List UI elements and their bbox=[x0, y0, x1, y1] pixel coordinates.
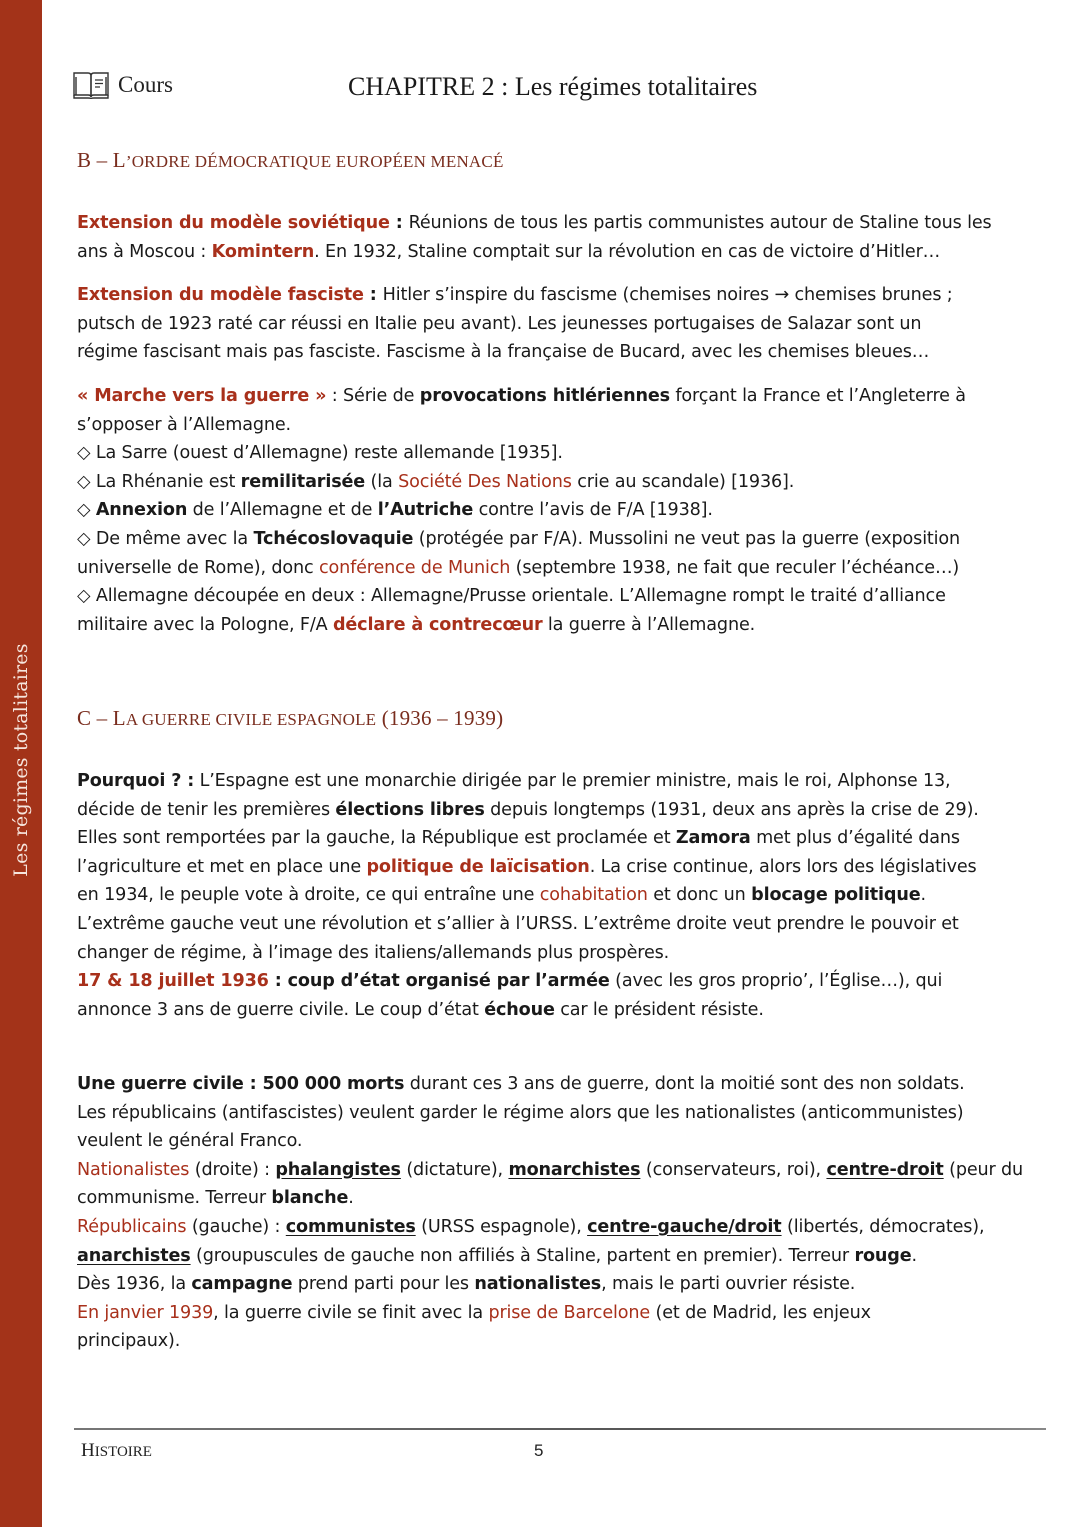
paragraph-sovietique bbox=[77, 209, 1042, 266]
text-line bbox=[77, 1299, 1042, 1328]
emphasized-text: Annexion bbox=[95, 500, 188, 521]
text-run: depuis longtemps (1931, deux ans après la crise de 29). bbox=[484, 799, 979, 820]
emphasized-text: communistes bbox=[285, 1216, 416, 1237]
text-run: . La crise continue, alors lors des législatives bbox=[589, 856, 977, 877]
emphasized-text: remilitarisée bbox=[240, 471, 366, 492]
emphasized-text: phalangistes bbox=[275, 1159, 401, 1180]
text-run: universelle de Rome), donc bbox=[77, 557, 319, 578]
text-line bbox=[77, 1127, 1042, 1156]
text-run: crie au scandale) [1936]. bbox=[571, 471, 795, 492]
emphasized-text: : bbox=[363, 285, 383, 305]
text-line bbox=[77, 439, 1042, 468]
emphasized-text: monarchistes bbox=[508, 1159, 641, 1180]
text-run: forçant la France et l’Angleterre à bbox=[669, 386, 966, 406]
footer-divider bbox=[74, 1428, 1046, 1430]
text-run: car le président résiste. bbox=[554, 999, 764, 1020]
text-line bbox=[77, 1070, 1042, 1099]
cours-tag bbox=[72, 70, 173, 100]
text-line bbox=[77, 1270, 1042, 1299]
text-line bbox=[77, 611, 1042, 640]
highlighted-term: prise de Barcelone bbox=[488, 1302, 651, 1323]
emphasized-text: anarchistes bbox=[77, 1245, 191, 1266]
highlighted-term: Extension du modèle fasciste bbox=[77, 285, 364, 305]
emphasized-text: : bbox=[389, 213, 409, 233]
text-line bbox=[77, 910, 1042, 939]
text-line bbox=[77, 281, 1042, 310]
text-line bbox=[77, 996, 1042, 1025]
emphasized-text: blocage politique bbox=[751, 885, 921, 906]
text-run: la guerre à l’Allemagne. bbox=[542, 614, 756, 635]
highlighted-term: Extension du modèle soviétique bbox=[77, 213, 390, 233]
text-run: (protégée par F/A). Mussolini ne veut pas la guerre (exposition bbox=[413, 528, 961, 549]
text-line bbox=[77, 1099, 1042, 1128]
text-run: , mais le parti ouvrier résiste. bbox=[601, 1274, 856, 1295]
text-run: (conservateurs, roi), bbox=[640, 1159, 827, 1180]
text-run: Les républicains (antifascistes) veulent garder le régime alors que les nationalistes (anticommunistes) bbox=[77, 1102, 964, 1123]
text-run: ◇ Allemagne découpée en deux : Allemagne/Prusse orientale. L’Allemagne rompt le traité d’alliance bbox=[77, 586, 946, 607]
paragraph-marche bbox=[77, 382, 1042, 639]
text-run: communisme. Terreur bbox=[77, 1188, 272, 1209]
paragraph-pourquoi bbox=[77, 767, 1042, 1024]
text-run: s’opposer à l’Allemagne. bbox=[77, 414, 291, 435]
text-line bbox=[77, 310, 1042, 339]
text-run: changer de régime, à l’image des italiens/allemands plus prospères. bbox=[77, 942, 670, 963]
text-line bbox=[77, 554, 1042, 583]
text-run: et donc un bbox=[647, 885, 752, 906]
text-line bbox=[77, 881, 1042, 910]
text-run: (et de Madrid, les enjeux bbox=[650, 1302, 871, 1323]
emphasized-text: blanche bbox=[271, 1188, 349, 1209]
text-run: Elles sont remportées par la gauche, la République est proclamée et bbox=[77, 828, 676, 849]
highlighted-term: Nationalistes bbox=[77, 1159, 190, 1180]
text-run: décide de tenir les premières bbox=[77, 799, 336, 820]
text-line bbox=[77, 796, 1042, 825]
footer-subject-initial: H bbox=[81, 1440, 95, 1461]
text-run: de l’Allemagne et de bbox=[187, 500, 378, 521]
emphasized-text: Zamora bbox=[675, 828, 751, 849]
text-run: militaire avec la Pologne, F/A bbox=[77, 614, 333, 635]
text-run: ◇ De même avec la bbox=[77, 528, 254, 549]
text-run: (septembre 1938, ne fait que reculer l’échéance…) bbox=[510, 557, 960, 578]
paragraph-guerre-civile bbox=[77, 1070, 1042, 1356]
highlighted-term: politique de laïcisation bbox=[366, 856, 590, 877]
emphasized-text: l’Autriche bbox=[377, 500, 474, 521]
text-line bbox=[77, 209, 1042, 238]
text-line bbox=[77, 1156, 1042, 1185]
text-run: ans à Moscou : bbox=[77, 241, 212, 262]
section-c-heading-dates: (1936 – 1939) bbox=[376, 706, 504, 730]
text-run: ◇ La Rhénanie est bbox=[77, 471, 241, 492]
text-run: principaux). bbox=[77, 1331, 181, 1352]
highlighted-term: « Marche vers la guerre » bbox=[77, 386, 327, 406]
text-line bbox=[77, 939, 1042, 968]
text-line bbox=[77, 338, 1042, 367]
text-run: contre l’avis de F/A [1938]. bbox=[473, 500, 713, 521]
text-run: : Série de bbox=[326, 386, 420, 406]
highlighted-term: 17 & 18 juillet 1936 bbox=[77, 971, 269, 992]
text-run: (libertés, démocrates), bbox=[781, 1216, 985, 1237]
highlighted-term: Komintern bbox=[211, 241, 315, 262]
emphasized-text: rouge bbox=[854, 1245, 912, 1266]
text-line bbox=[77, 468, 1042, 497]
text-run: (la bbox=[365, 471, 399, 492]
text-run: (URSS espagnole), bbox=[415, 1216, 588, 1237]
emphasized-text: échoue bbox=[484, 999, 555, 1020]
footer-subject bbox=[81, 1440, 152, 1462]
emphasized-text: provocations hitlériennes bbox=[419, 386, 670, 406]
text-line bbox=[77, 767, 1042, 796]
highlighted-term: conférence de Munich bbox=[318, 557, 511, 578]
text-run: prend parti pour les bbox=[292, 1274, 475, 1295]
text-run: veulent le général Franco. bbox=[77, 1131, 303, 1152]
text-run: l’agriculture et met en place une bbox=[77, 856, 367, 877]
text-run: . bbox=[920, 885, 926, 906]
sidebar-band bbox=[0, 0, 42, 1527]
emphasized-text: Tchécoslovaquie bbox=[253, 528, 414, 549]
emphasized-text: centre-gauche/droit bbox=[587, 1216, 782, 1237]
text-run: (avec les gros proprio’, l’Église…), qui bbox=[609, 971, 943, 992]
open-book-icon bbox=[72, 70, 110, 100]
sidebar-chapter-label: Les régimes totalitaires bbox=[10, 643, 32, 877]
text-line bbox=[77, 967, 1042, 996]
emphasized-text: élections libres bbox=[335, 799, 485, 820]
text-line bbox=[77, 238, 1042, 267]
text-run: (droite) : bbox=[189, 1159, 276, 1180]
text-run: . En 1932, Staline comptait sur la révolution en cas de victoire d’Hitler… bbox=[314, 241, 941, 262]
paragraph-fasciste bbox=[77, 281, 1042, 367]
footer-subject-rest: ISTOIRE bbox=[94, 1444, 152, 1460]
highlighted-term: Républicains bbox=[77, 1216, 187, 1237]
text-run: régime fascisant mais pas fasciste. Fascisme à la française de Bucard, avec les chemises bleues… bbox=[77, 342, 930, 363]
emphasized-text: : coup d’état organisé par l’armée bbox=[268, 971, 610, 992]
text-run: Dès 1936, la bbox=[77, 1274, 192, 1295]
text-run: putsch de 1923 raté car réussi en Italie peu avant). Les jeunesses portugaises de Salazar sont un bbox=[77, 313, 922, 334]
text-run: . bbox=[348, 1188, 354, 1209]
text-line bbox=[77, 582, 1042, 611]
highlighted-term: cohabitation bbox=[539, 885, 648, 906]
text-line bbox=[77, 496, 1042, 525]
text-run: ◇ La Sarre (ouest d’Allemagne) reste allemande [1935]. bbox=[77, 443, 563, 464]
emphasized-text: nationalistes bbox=[474, 1274, 602, 1295]
highlighted-term: déclare à contrecœur bbox=[332, 614, 543, 635]
section-b-heading-lead: B – L bbox=[77, 148, 126, 172]
text-run: Réunions de tous les partis communistes autour de Staline tous les bbox=[408, 213, 992, 233]
emphasized-text: centre-droit bbox=[826, 1159, 944, 1180]
text-run: (dictature), bbox=[400, 1159, 509, 1180]
text-run: L’Espagne est une monarchie dirigée par le premier ministre, mais le roi, Alphonse 13, bbox=[194, 771, 951, 791]
text-line bbox=[77, 1213, 1042, 1242]
text-run: (peur du bbox=[943, 1159, 1024, 1180]
text-line bbox=[77, 1242, 1042, 1271]
text-run: (groupuscules de gauche non affiliés à Staline, partent en premier). Terreur bbox=[190, 1245, 855, 1266]
text-run: (gauche) : bbox=[186, 1216, 286, 1237]
text-run: . bbox=[911, 1245, 917, 1266]
chapter-title: CHAPITRE 2 : Les régimes totalitaires bbox=[348, 72, 758, 101]
text-line bbox=[77, 1184, 1042, 1213]
text-line bbox=[77, 853, 1042, 882]
page-number: 5 bbox=[534, 1441, 544, 1460]
cours-label: Cours bbox=[118, 72, 173, 97]
emphasized-text: Pourquoi ? : bbox=[77, 771, 195, 791]
text-run: Hitler s’inspire du fascisme (chemises noires → chemises brunes ; bbox=[382, 285, 953, 305]
text-run: en 1934, le peuple vote à droite, ce qui entraîne une bbox=[77, 885, 540, 906]
text-run: durant ces 3 ans de guerre, dont la moitié sont des non soldats. bbox=[404, 1074, 965, 1094]
text-run: annonce 3 ans de guerre civile. Le coup d’état bbox=[77, 999, 485, 1020]
text-line bbox=[77, 525, 1042, 554]
text-run: , la guerre civile se finit avec la bbox=[213, 1302, 489, 1323]
emphasized-text: campagne bbox=[191, 1274, 293, 1295]
section-c-heading-rest: A GUERRE CIVILE ESPAGNOLE bbox=[125, 710, 377, 729]
highlighted-term: Société Des Nations bbox=[398, 471, 572, 492]
emphasized-text: Une guerre civile : 500 000 morts bbox=[77, 1074, 405, 1094]
page-header bbox=[72, 68, 1052, 108]
section-b-heading bbox=[77, 148, 504, 173]
section-c-heading-lead: C – L bbox=[77, 706, 126, 730]
text-run: L’extrême gauche veut une révolution et s’allier à l’URSS. L’extrême droite veut prendre le pouvoir et bbox=[77, 913, 959, 934]
section-b-heading-rest: ’ORDRE DÉMOCRATIQUE EUROPÉEN MENACÉ bbox=[125, 152, 504, 171]
text-line bbox=[77, 1327, 1042, 1356]
text-line bbox=[77, 824, 1042, 853]
text-line bbox=[77, 411, 1042, 440]
section-c-heading bbox=[77, 706, 503, 731]
text-run: met plus d’égalité dans bbox=[750, 828, 960, 849]
text-run: ◇ bbox=[77, 500, 96, 521]
text-line bbox=[77, 382, 1042, 411]
highlighted-term: En janvier 1939 bbox=[77, 1302, 214, 1323]
